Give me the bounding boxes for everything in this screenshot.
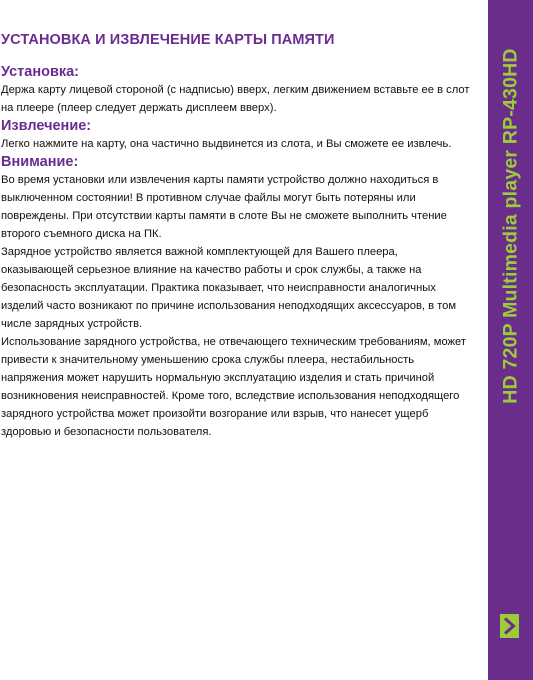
remove-heading: Извлечение: <box>1 118 92 134</box>
remove-text: Легко нажмите на карту, она частично выдвинется из слота, и Вы сможете ее извлечь. <box>1 138 452 150</box>
warning-heading: Внимание: <box>1 154 79 170</box>
warning-paragraph: Зарядное устройство является важной комплектующей для Вашего плеера, оказывающей серьезное влияние на качество работы и срок службы, а также на безопасность эксплуатации. Практика показывает, что неисправности аналогичных изделий часто возникают по причине использования неподходящих аксессуаров, в том числе зарядных устройств. <box>1 246 457 330</box>
page-title: УСТАНОВКА И ИЗВЛЕЧЕНИЕ КАРТЫ ПАМЯТИ <box>1 32 335 48</box>
warning-paragraph: Использование зарядного устройства, не отвечающего техническим требованиям, может привести к значительному уменьшению срока службы плеера, нестабильность напряжения может нарушить нормальную эксплуатацию изделия и стать причиной возникновения неисправностей. Кроме того, вследствие использования неподходящего зарядного устройства может произойти возгорание или взрыв, что нанесет ущерб здоровью и безопасности пользователя. <box>1 336 467 438</box>
next-page-button[interactable] <box>500 614 519 638</box>
chevron-right-icon <box>503 617 516 635</box>
sidebar <box>488 0 533 680</box>
page-content <box>1 63 473 441</box>
install-heading: Установка: <box>1 64 80 80</box>
warning-paragraph: Во время установки или извлечения карты памяти устройство должно находиться в выключенном состоянии! В противном случае файлы могут быть потеряны или повреждены. При отсутствии карты памяти в слоте Вы не сможете выполнить чтение второго съемного диска на ПК. <box>1 174 447 240</box>
sidebar-product-title: HD 720P Multimedia player RP-430HD <box>499 48 521 404</box>
install-text: Держа карту лицевой стороной (с надписью) вверх, легким движением вставьте ее в слот на плеере (плеер следует держать дисплеем вверх). <box>1 84 470 114</box>
